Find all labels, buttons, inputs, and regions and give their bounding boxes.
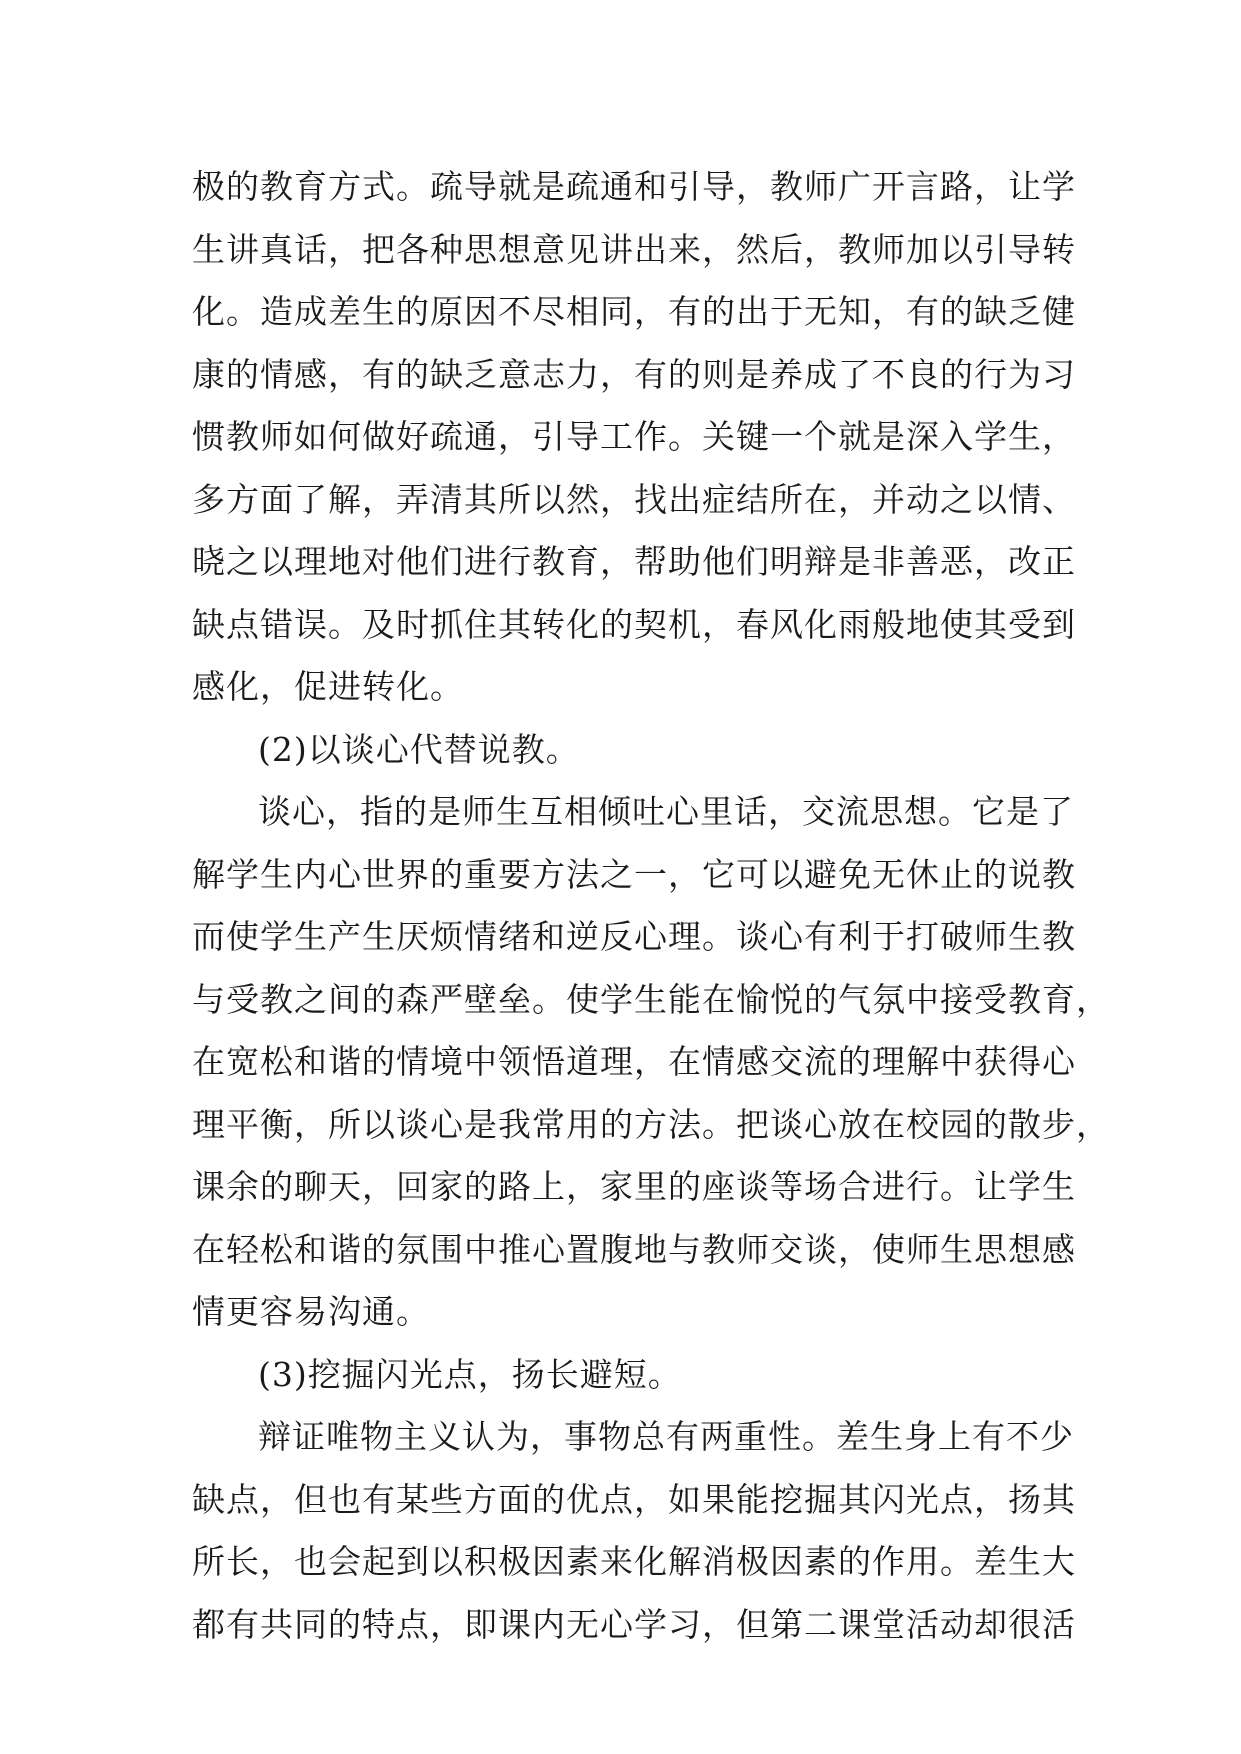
text-line: 多方面了解，弄清其所以然，找出症结所在，并动之以情、: [192, 479, 1076, 519]
text-line: 缺点错误。及时抓住其转化的契机，春风化雨般地使其受到: [192, 604, 1076, 644]
text-line: 所长，也会起到以积极因素来化解消极因素的作用。差生大: [192, 1542, 1076, 1581]
text-line: 理平衡，所以谈心是我常用的方法。把谈心放在校园的散步，: [192, 1104, 1110, 1144]
text-line: 在轻松和谐的氛围中推心置腹地与教师交谈，使师生思想感: [192, 1229, 1076, 1269]
text-line: 都有共同的特点，即课内无心学习，但第二课堂活动却很活: [192, 1604, 1076, 1644]
text-line: 情更容易沟通。: [192, 1292, 430, 1331]
body-text: [192, 156, 1110, 1656]
text-line: 晓之以理地对他们进行教育，帮助他们明辩是非善恶，改正: [192, 542, 1076, 581]
text-line: 而使学生产生厌烦情绪和逆反心理。谈心有利于打破师生教: [192, 917, 1076, 956]
text-line: 课余的聊天，回家的路上，家里的座谈等场合进行。让学生: [192, 1167, 1076, 1206]
text-line: 辩证唯物主义认为，事物总有两重性。差生身上有不少: [258, 1417, 1074, 1456]
text-line: 在宽松和谐的情境中领悟道理，在情感交流的理解中获得心: [192, 1042, 1076, 1081]
text-line: 解学生内心世界的重要方法之一，它可以避免无休止的说教: [192, 854, 1076, 894]
text-line: 感化，促进转化。: [192, 667, 464, 706]
text-line: (2)以谈心代替说教。: [258, 729, 580, 769]
text-line: 谈心，指的是师生互相倾吐心里话，交流思想。它是了: [258, 792, 1074, 831]
text-line: 极的教育方式。疏导就是疏通和引导，教师广开言路，让学: [192, 167, 1076, 206]
text-line: 惯教师如何做好疏通，引导工作。关键一个就是深入学生，: [192, 417, 1076, 456]
text-line: 生讲真话，把各种思想意见讲出来，然后，教师加以引导转: [192, 229, 1076, 269]
text-line: 化。造成差生的原因不尽相同，有的出于无知，有的缺乏健: [192, 292, 1076, 331]
text-line: 与受教之间的森严壁垒。使学生能在愉悦的气氛中接受教育，: [192, 979, 1110, 1019]
text-line: 康的情感，有的缺乏意志力，有的则是养成了不良的行为习: [192, 354, 1076, 394]
text-line: (3)挖掘闪光点，扬长避短。: [258, 1354, 682, 1394]
text-line: 缺点，但也有某些方面的优点，如果能挖掘其闪光点，扬其: [192, 1479, 1076, 1519]
